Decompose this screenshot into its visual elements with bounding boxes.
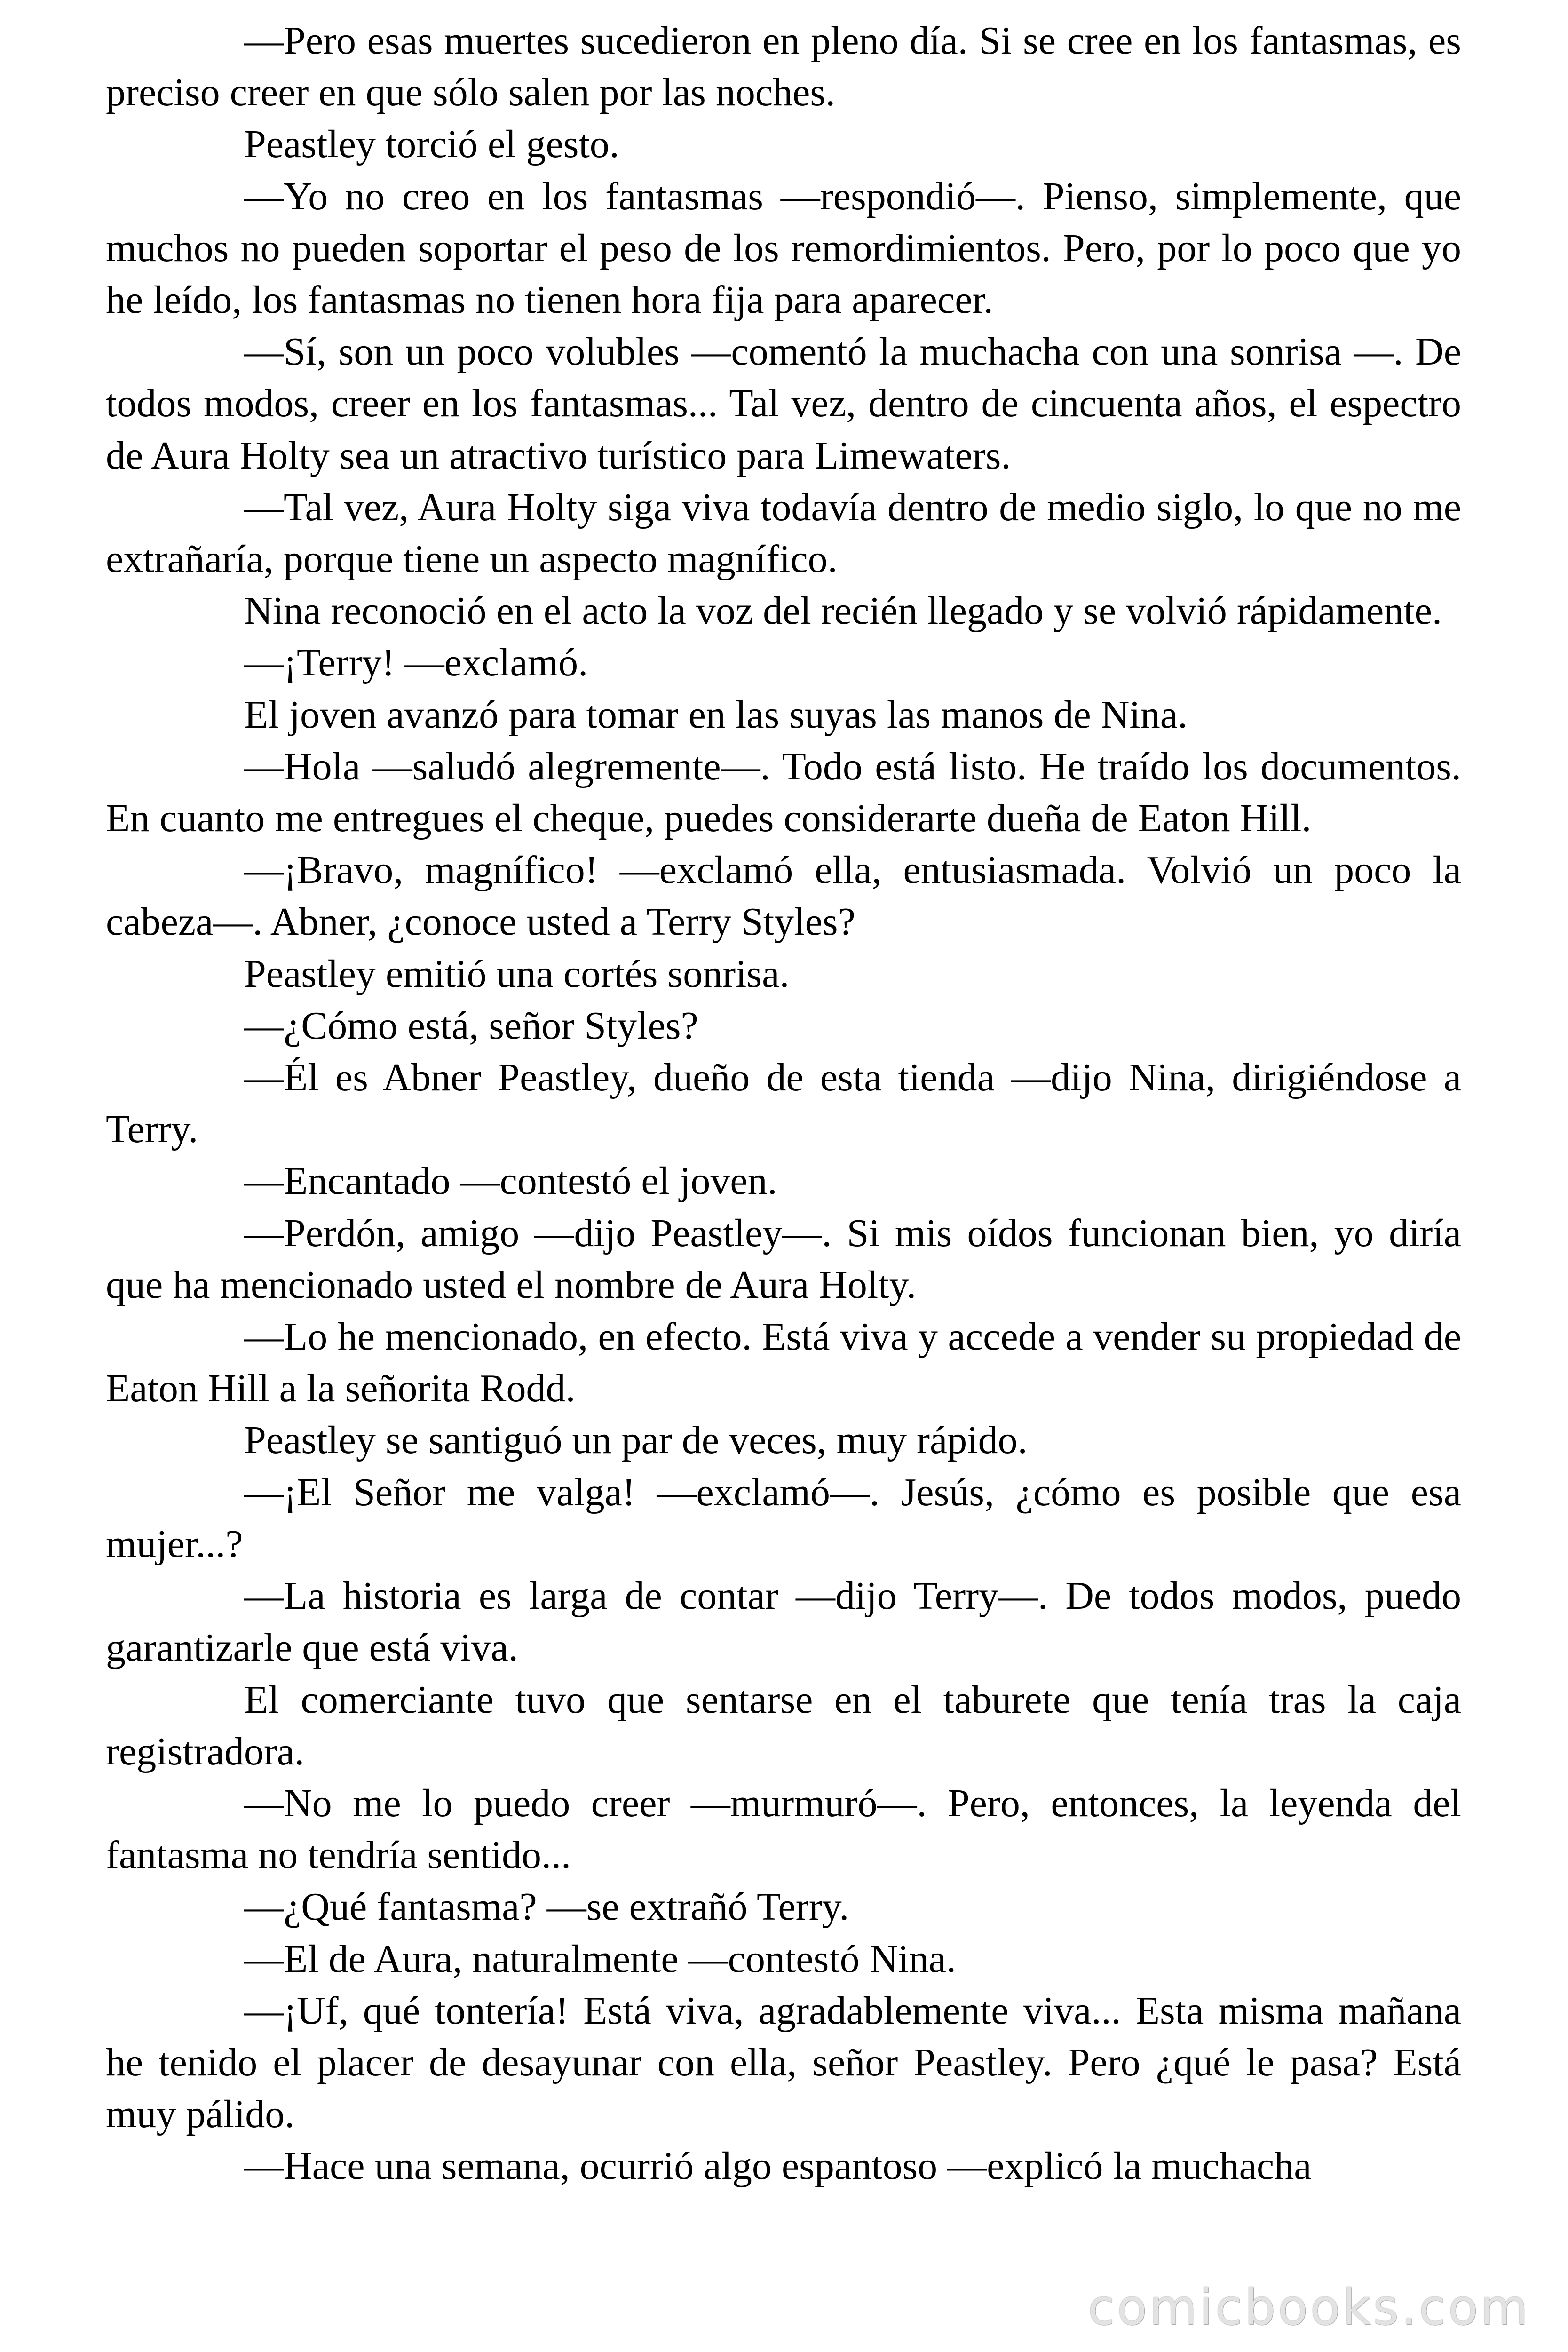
paragraph: —Tal vez, Aura Holty siga viva todavía dentro de medio siglo, lo que no me extrañaría, porque tiene un aspecto magnífico. (106, 485, 1461, 581)
paragraph: El comerciante tuvo que sentarse en el taburete que tenía tras la caja registradora. (106, 1677, 1461, 1773)
paragraph: —No me lo puedo creer —murmuró—. Pero, entonces, la leyenda del fantasma no tendría sentido... (106, 1781, 1461, 1877)
paragraph: —Perdón, amigo —dijo Peastley—. Si mis oídos funcionan bien, yo diría que ha mencionado usted el nombre de Aura Holty. (106, 1211, 1461, 1307)
paragraph: —¿Cómo está, señor Styles? (244, 1003, 698, 1048)
paragraph: —¡Bravo, magnífico! —exclamó ella, entusiasmada. Volvió un poco la cabeza—. Abner, ¿conoce usted a Terry Styles? (106, 848, 1461, 944)
paragraph: Peastley se santiguó un par de veces, muy rápido. (244, 1418, 1028, 1462)
paragraph: —Encantado —contestó el joven. (244, 1159, 777, 1203)
paragraph: Nina reconoció en el acto la voz del recién llegado y se volvió rápidamente. (244, 589, 1442, 633)
paragraph: —Hola —saludó alegremente—. Todo está listo. He traído los documentos. En cuanto me entregues el cheque, puedes considerarte dueña de Eaton Hill. (106, 744, 1461, 841)
body-text (106, 15, 1461, 2193)
watermark: comicbooks.com (1087, 2279, 1530, 2336)
paragraph: —Hace una semana, ocurrió algo espantoso —explicó la muchacha (244, 2144, 1312, 2188)
paragraph: —La historia es larga de contar —dijo Terry—. De todos modos, puedo garantizarle que está viva. (106, 1574, 1461, 1670)
paragraph: —¡El Señor me valga! —exclamó—. Jesús, ¿cómo es posible que esa mujer...? (106, 1470, 1461, 1566)
paragraph: —Él es Abner Peastley, dueño de esta tienda —dijo Nina, dirigiéndose a Terry. (106, 1056, 1461, 1152)
paragraph: —El de Aura, naturalmente —contestó Nina. (244, 1937, 956, 1981)
paragraph: —¿Qué fantasma? —se extrañó Terry. (244, 1885, 849, 1929)
paragraph: —Pero esas muertes sucedieron en pleno día. Si se cree en los fantasmas, es preciso creer en que sólo salen por las noches. (106, 19, 1461, 115)
paragraph: —¡Uf, qué tontería! Está viva, agradablemente viva... Esta misma mañana he tenido el placer de desayunar con ella, señor Peastley. Pero ¿qué le pasa? Está muy pálido. (106, 1988, 1461, 2137)
paragraph: —¡Terry! —exclamó. (244, 641, 588, 685)
paragraph: El joven avanzó para tomar en las suyas las manos de Nina. (244, 692, 1188, 737)
paragraph: —Lo he mencionado, en efecto. Está viva y accede a vender su propiedad de Eaton Hill a la señorita Rodd. (106, 1315, 1461, 1411)
paragraph: —Sí, son un poco volubles —comentó la muchacha con una sonrisa —. De todos modos, creer en los fantasmas... Tal vez, dentro de cincuenta años, el espectro de Aura Holty sea un atractivo turístico para Limewaters. (106, 330, 1461, 477)
paragraph: —Yo no creo en los fantasmas —respondió—. Pienso, simplemente, que muchos no pueden soportar el peso de los remordimientos. Pero, por lo poco que yo he leído, los fantasmas no tienen hora fija para aparecer. (106, 174, 1461, 322)
paragraph: Peastley torció el gesto. (244, 122, 619, 167)
paragraph: Peastley emitió una cortés sonrisa. (244, 952, 790, 996)
